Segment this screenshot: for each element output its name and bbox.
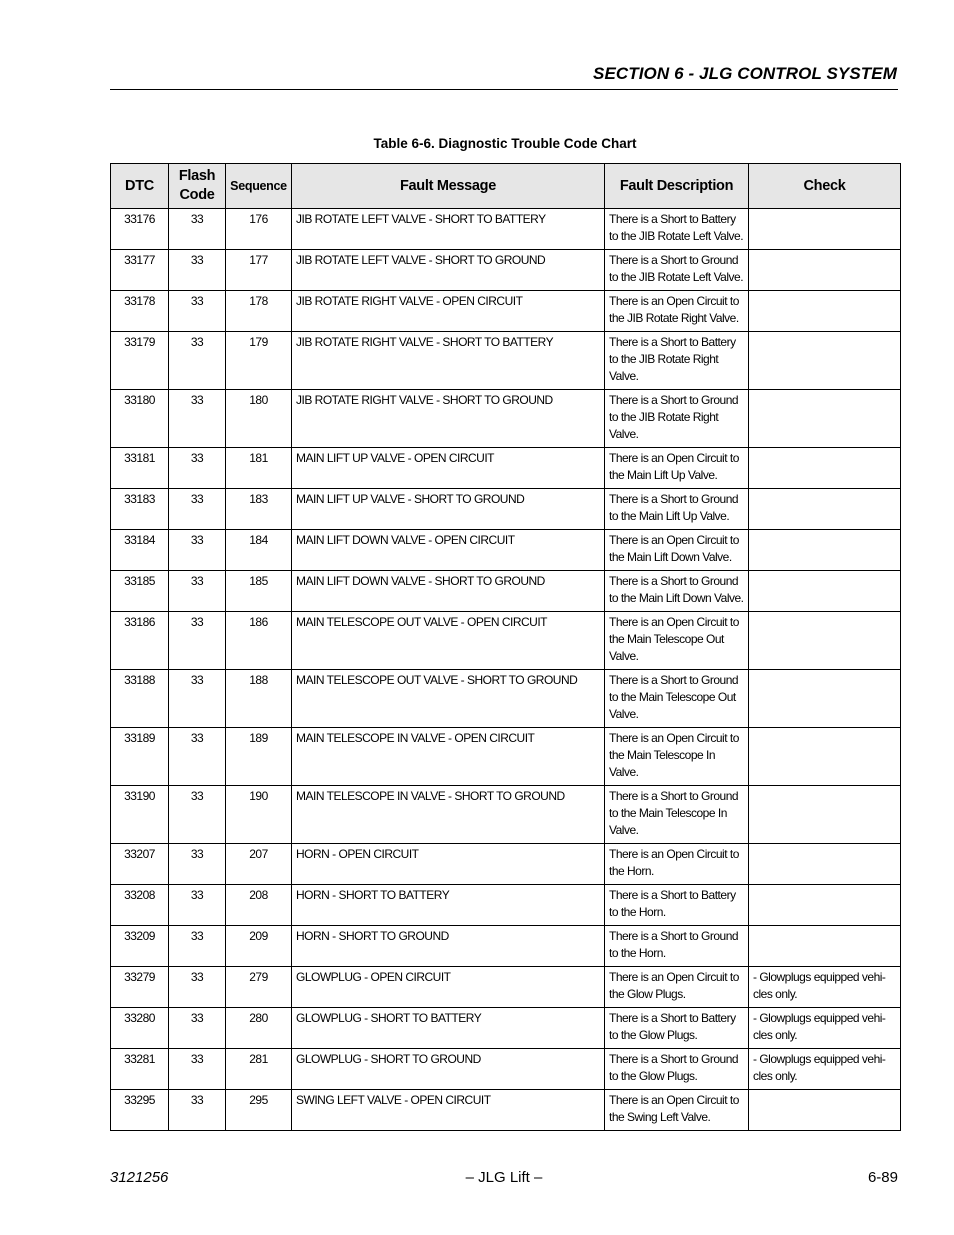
cell-sequence: 190 [226,786,292,844]
cell-check: - Glowplugs equipped vehi-cles only. [749,967,901,1008]
table-row [111,926,901,967]
cell-sequence: 183 [226,489,292,530]
cell-sequence: 177 [226,250,292,291]
cell-dtc: 33281 [111,1049,169,1090]
cell-dtc: 33183 [111,489,169,530]
cell-sequence: 188 [226,670,292,728]
cell-fault-message: MAIN TELESCOPE OUT VALVE - OPEN CIRCUIT [292,612,605,670]
cell-dtc: 33207 [111,844,169,885]
cell-dtc: 33188 [111,670,169,728]
cell-fault-message: HORN - SHORT TO BATTERY [292,885,605,926]
cell-fault-message: SWING LEFT VALVE - OPEN CIRCUIT [292,1090,605,1131]
table-row [111,332,901,390]
cell-check [749,291,901,332]
cell-flash-code: 33 [169,291,226,332]
cell-flash-code: 33 [169,530,226,571]
table-row [111,670,901,728]
cell-sequence: 295 [226,1090,292,1131]
cell-fault-message: MAIN TELESCOPE OUT VALVE - SHORT TO GROUND [292,670,605,728]
table-row [111,250,901,291]
col-header-flash-code: Flash Code [169,164,226,209]
cell-fault-description: There is a Short to Battery to the JIB Rotate Right Valve. [605,332,749,390]
cell-sequence: 180 [226,390,292,448]
cell-fault-message: MAIN LIFT UP VALVE - OPEN CIRCUIT [292,448,605,489]
table-row [111,571,901,612]
cell-flash-code: 33 [169,885,226,926]
cell-dtc: 33189 [111,728,169,786]
cell-flash-code: 33 [169,967,226,1008]
cell-dtc: 33178 [111,291,169,332]
cell-sequence: 207 [226,844,292,885]
cell-check [749,489,901,530]
cell-dtc: 33280 [111,1008,169,1049]
cell-fault-description: There is an Open Circuit to the Swing Left Valve. [605,1090,749,1131]
cell-fault-description: There is a Short to Ground to the Glow Plugs. [605,1049,749,1090]
cell-flash-code: 33 [169,209,226,250]
table-body [111,209,901,1131]
cell-check [749,448,901,489]
cell-sequence: 208 [226,885,292,926]
cell-flash-code: 33 [169,1090,226,1131]
cell-dtc: 33177 [111,250,169,291]
cell-fault-message: MAIN LIFT UP VALVE - SHORT TO GROUND [292,489,605,530]
table-row [111,530,901,571]
cell-fault-description: There is a Short to Ground to the Main Lift Down Valve. [605,571,749,612]
cell-check [749,530,901,571]
cell-dtc: 33208 [111,885,169,926]
cell-check [749,885,901,926]
cell-fault-description: There is an Open Circuit to the Main Telescope Out Valve. [605,612,749,670]
cell-sequence: 176 [226,209,292,250]
cell-flash-code: 33 [169,250,226,291]
cell-fault-message: HORN - OPEN CIRCUIT [292,844,605,885]
cell-flash-code: 33 [169,844,226,885]
table-title: Table 6-6. Diagnostic Trouble Code Chart [373,136,637,151]
table-row [111,448,901,489]
cell-sequence: 280 [226,1008,292,1049]
cell-fault-description: There is a Short to Ground to the JIB Rotate Left Valve. [605,250,749,291]
cell-fault-message: JIB ROTATE LEFT VALVE - SHORT TO GROUND [292,250,605,291]
cell-fault-description: There is an Open Circuit to the JIB Rotate Right Valve. [605,291,749,332]
col-header-check: Check [749,164,901,209]
cell-fault-message: MAIN TELESCOPE IN VALVE - SHORT TO GROUND [292,786,605,844]
col-header-fault-description: Fault Description [605,164,749,209]
cell-flash-code: 33 [169,448,226,489]
cell-fault-message: GLOWPLUG - SHORT TO BATTERY [292,1008,605,1049]
table-row [111,1049,901,1090]
cell-fault-description: There is a Short to Ground to the Horn. [605,926,749,967]
cell-fault-message: JIB ROTATE LEFT VALVE - SHORT TO BATTERY [292,209,605,250]
cell-check [749,209,901,250]
cell-fault-message: MAIN LIFT DOWN VALVE - SHORT TO GROUND [292,571,605,612]
cell-dtc: 33279 [111,967,169,1008]
cell-sequence: 279 [226,967,292,1008]
cell-fault-description: There is a Short to Battery to the Glow Plugs. [605,1008,749,1049]
cell-check [749,1090,901,1131]
section-title: SECTION 6 - JLG CONTROL SYSTEM [593,64,897,83]
cell-flash-code: 33 [169,728,226,786]
dtc-table [110,163,901,1131]
col-header-dtc: DTC [111,164,169,209]
table-row [111,967,901,1008]
cell-fault-description: There is an Open Circuit to the Glow Plugs. [605,967,749,1008]
col-header-sequence: Sequence [226,164,292,209]
cell-sequence: 189 [226,728,292,786]
cell-dtc: 33176 [111,209,169,250]
cell-fault-description: There is an Open Circuit to the Horn. [605,844,749,885]
footer-brand: – JLG Lift – [465,1169,543,1186]
cell-fault-description: There is a Short to Ground to the Main Lift Up Valve. [605,489,749,530]
table-row [111,291,901,332]
cell-dtc: 33190 [111,786,169,844]
table-row [111,844,901,885]
cell-sequence: 179 [226,332,292,390]
cell-check [749,926,901,967]
cell-fault-description: There is a Short to Battery to the Horn. [605,885,749,926]
cell-fault-description: There is a Short to Ground to the Main Telescope Out Valve. [605,670,749,728]
page-number: 6-89 [867,1169,898,1186]
table-row [111,885,901,926]
cell-fault-message: HORN - SHORT TO GROUND [292,926,605,967]
cell-sequence: 186 [226,612,292,670]
cell-check: - Glowplugs equipped vehi-cles only. [749,1008,901,1049]
cell-dtc: 33180 [111,390,169,448]
cell-check: - Glowplugs equipped vehi-cles only. [749,1049,901,1090]
header-rule [110,89,898,90]
cell-check [749,612,901,670]
cell-flash-code: 33 [169,390,226,448]
cell-sequence: 178 [226,291,292,332]
table-row [111,209,901,250]
cell-flash-code: 33 [169,1008,226,1049]
cell-sequence: 209 [226,926,292,967]
cell-fault-message: GLOWPLUG - OPEN CIRCUIT [292,967,605,1008]
cell-check [749,786,901,844]
table-row [111,786,901,844]
table-row [111,489,901,530]
cell-dtc: 33179 [111,332,169,390]
cell-dtc: 33181 [111,448,169,489]
col-header-fault-message: Fault Message [292,164,605,209]
cell-fault-message: GLOWPLUG - SHORT TO GROUND [292,1049,605,1090]
cell-dtc: 33185 [111,571,169,612]
cell-flash-code: 33 [169,612,226,670]
cell-sequence: 185 [226,571,292,612]
cell-fault-message: MAIN TELESCOPE IN VALVE - OPEN CIRCUIT [292,728,605,786]
cell-sequence: 181 [226,448,292,489]
cell-fault-description: There is a Short to Battery to the JIB Rotate Left Valve. [605,209,749,250]
cell-fault-message: JIB ROTATE RIGHT VALVE - SHORT TO BATTERY [292,332,605,390]
cell-flash-code: 33 [169,571,226,612]
table-row [111,728,901,786]
cell-fault-description: There is a Short to Ground to the JIB Rotate Right Valve. [605,390,749,448]
table-row [111,1090,901,1131]
cell-flash-code: 33 [169,786,226,844]
cell-check [749,844,901,885]
cell-fault-description: There is an Open Circuit to the Main Telescope In Valve. [605,728,749,786]
cell-flash-code: 33 [169,670,226,728]
cell-fault-message: JIB ROTATE RIGHT VALVE - OPEN CIRCUIT [292,291,605,332]
table-row [111,390,901,448]
doc-number: 3121256 [110,1169,169,1186]
cell-check [749,390,901,448]
cell-flash-code: 33 [169,489,226,530]
table-row [111,612,901,670]
cell-check [749,728,901,786]
cell-flash-code: 33 [169,926,226,967]
table-row [111,1008,901,1049]
cell-check [749,571,901,612]
cell-flash-code: 33 [169,332,226,390]
cell-dtc: 33184 [111,530,169,571]
cell-fault-description: There is a Short to Ground to the Main Telescope In Valve. [605,786,749,844]
cell-check [749,250,901,291]
cell-check [749,670,901,728]
cell-check [749,332,901,390]
cell-dtc: 33295 [111,1090,169,1131]
cell-fault-message: JIB ROTATE RIGHT VALVE - SHORT TO GROUND [292,390,605,448]
cell-dtc: 33186 [111,612,169,670]
cell-flash-code: 33 [169,1049,226,1090]
cell-dtc: 33209 [111,926,169,967]
table-header-row [111,164,901,209]
cell-sequence: 184 [226,530,292,571]
cell-fault-description: There is an Open Circuit to the Main Lift Up Valve. [605,448,749,489]
cell-sequence: 281 [226,1049,292,1090]
cell-fault-message: MAIN LIFT DOWN VALVE - OPEN CIRCUIT [292,530,605,571]
cell-fault-description: There is an Open Circuit to the Main Lift Down Valve. [605,530,749,571]
